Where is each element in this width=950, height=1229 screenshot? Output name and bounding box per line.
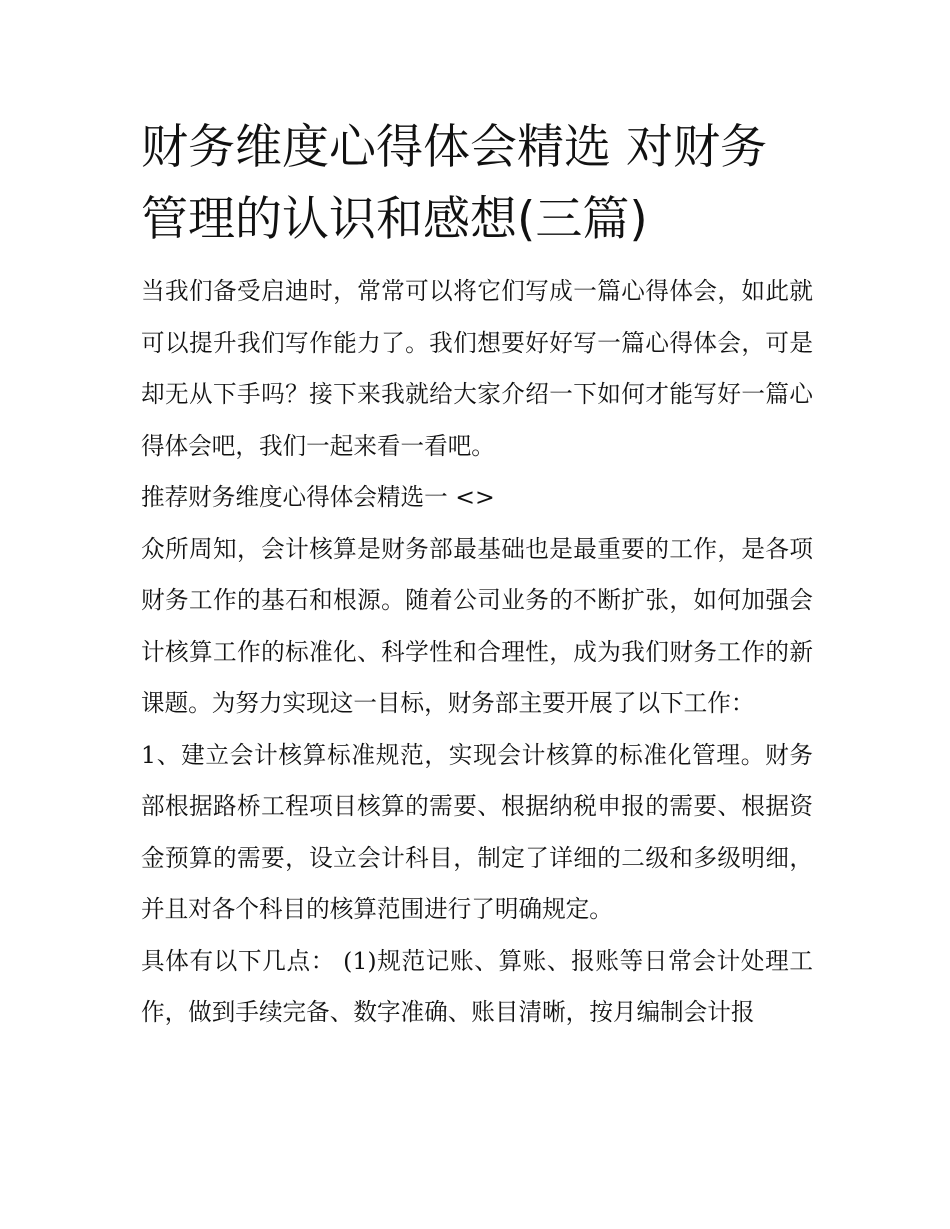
body-paragraph: 1、建立会计核算标准规范，实现会计核算的标准化管理。财务部根据路桥工程项目核算的需要、根据纳税申报的需要、根据资金预算的需要，设立会计科目，制定了详细的二级和多级明细，并且对各个科目的核算范围进行了明确规定。 xyxy=(141,740,813,923)
body-paragraph: 众所周知，会计核算是财务部最基础也是最重要的工作，是各项财务工作的基石和根源。随着公司业务的不断扩张，如何加强会计核算工作的标准化、科学性和合理性，成为我们财务工作的新课题。为努力实现这一目标，财务部主要开展了以下工作： xyxy=(141,534,813,717)
section-heading: 推荐财务维度心得体会精选一 <> xyxy=(141,483,495,511)
intro-paragraph: 当我们备受启迪时，常常可以将它们写成一篇心得体会，如此就可以提升我们写作能力了。我们想要好好写一篇心得体会，可是却无从下手吗？接下来我就给大家介绍一下如何才能写好一篇心得体会吧，我们一起来看一看吧。 xyxy=(141,277,813,460)
body-paragraph: 具体有以下几点： (1)规范记账、算账、报账等日常会计处理工作，做到手续完备、数字准确、账目清晰，按月编制会计报 xyxy=(141,946,813,1026)
document-page xyxy=(141,112,813,1039)
document-title: 财务维度心得体会精选 对财务管理的认识和感想(三篇) xyxy=(141,120,767,247)
